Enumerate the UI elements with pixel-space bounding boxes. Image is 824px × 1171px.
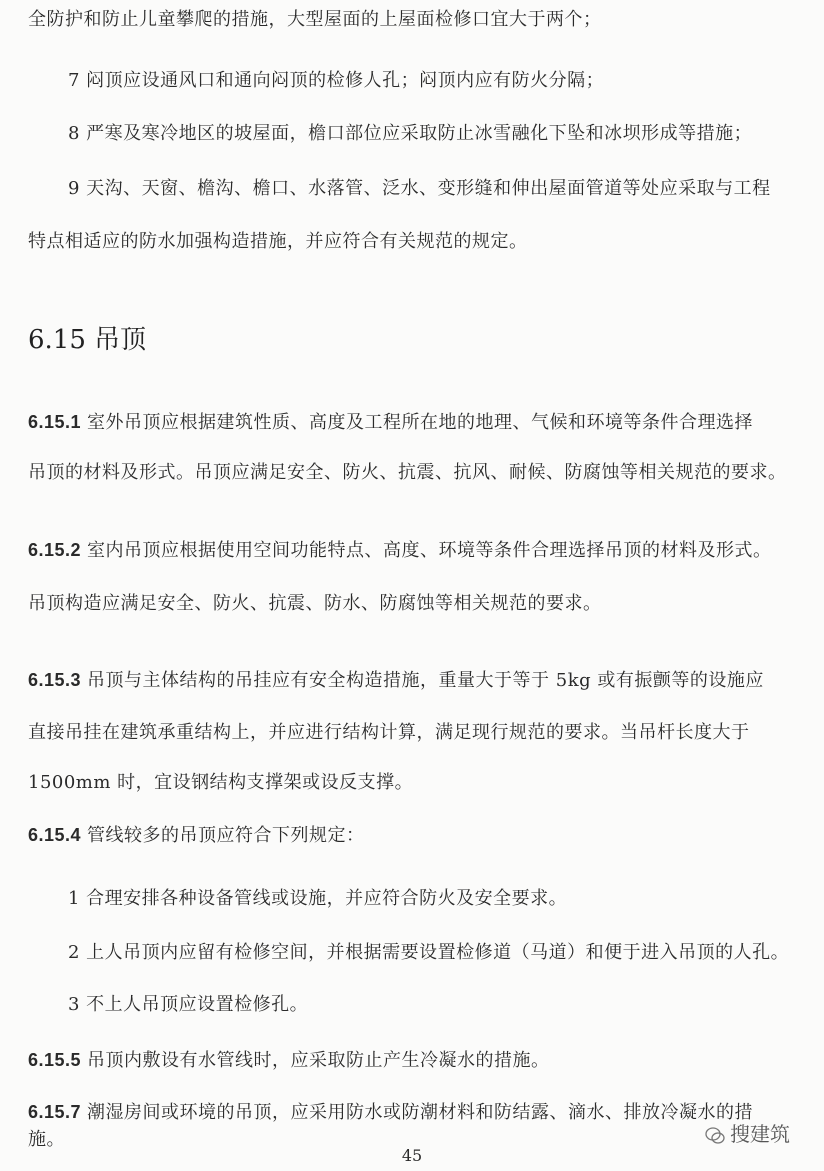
wechat-icon — [704, 1126, 726, 1146]
watermark — [704, 1118, 790, 1147]
list-item: 7 闷顶应设通风口和通向闷顶的检修人孔；闷顶内应有防火分隔； — [68, 70, 605, 91]
clause-text: 室外吊顶应根据建筑性质、高度及工程所在地的地理、气候和环境等条件合理选择 — [87, 412, 754, 433]
clause-line — [28, 410, 753, 435]
clause-number: 6.15.1 — [28, 412, 82, 432]
clause-line — [28, 1100, 753, 1125]
clause-text: 管线较多的吊顶应符合下列规定： — [87, 825, 365, 846]
clause-line: 施。 — [28, 1129, 65, 1150]
clause-line: 1500mm 时，宜设钢结构支撑架或设反支撑。 — [28, 772, 414, 793]
clause-text: 吊顶与主体结构的吊挂应有安全构造措施，重量大于等于 5kg 或有振颤等的设施应 — [87, 670, 764, 691]
text-line: 特点相适应的防水加强构造措施，并应符合有关规范的规定。 — [28, 231, 528, 252]
clause-text: 室内吊顶应根据使用空间功能特点、高度、环境等条件合理选择吊顶的材料及形式。 — [87, 540, 772, 561]
clause-line: 吊顶的材料及形式。吊顶应满足安全、防火、抗震、抗风、耐候、防腐蚀等相关规范的要求。 — [28, 462, 787, 483]
clause-text: 潮湿房间或环境的吊顶，应采用防水或防潮材料和防结露、滴水、排放冷凝水的措 — [87, 1102, 754, 1123]
list-item: 1 合理安排各种设备管线或设施，并应符合防火及安全要求。 — [68, 888, 568, 909]
clause-number: 6.15.2 — [28, 540, 82, 560]
clause-number: 6.15.3 — [28, 670, 82, 690]
list-item: 2 上人吊顶内应留有检修空间，并根据需要设置检修道（马道）和便于进入吊顶的人孔。 — [68, 942, 790, 963]
page-number: 45 — [401, 1146, 423, 1165]
clause-line: 直接吊挂在建筑承重结构上，并应进行结构计算，满足现行规范的要求。当吊杆长度大于 — [28, 722, 750, 743]
clause-text: 吊顶内敷设有水管线时，应采取防止产生冷凝水的措施。 — [87, 1050, 550, 1071]
clause-number: 6.15.5 — [28, 1050, 82, 1070]
clause-line — [28, 668, 764, 693]
clause-number: 6.15.4 — [28, 825, 82, 845]
clause-line: 吊顶构造应满足安全、防火、抗震、防水、防腐蚀等相关规范的要求。 — [28, 593, 602, 614]
list-item: 8 严寒及寒冷地区的坡屋面，檐口部位应采取防止冰雪融化下坠和冰坝形成等措施； — [68, 123, 753, 144]
watermark-text: 搜建筑 — [730, 1122, 790, 1146]
clause-line — [28, 538, 772, 563]
section-heading: 6.15 吊顶 — [28, 325, 147, 355]
clause-line — [28, 1048, 550, 1073]
text-line: 全防护和防止儿童攀爬的措施，大型屋面的上屋面检修口宜大于两个； — [28, 9, 602, 30]
list-item: 9 天沟、天窗、檐沟、檐口、水落管、泛水、变形缝和伸出屋面管道等处应采取与工程 — [68, 178, 771, 199]
list-item: 3 不上人吊顶应设置检修孔。 — [68, 994, 309, 1015]
clause-number: 6.15.7 — [28, 1102, 82, 1122]
clause-line — [28, 823, 365, 848]
